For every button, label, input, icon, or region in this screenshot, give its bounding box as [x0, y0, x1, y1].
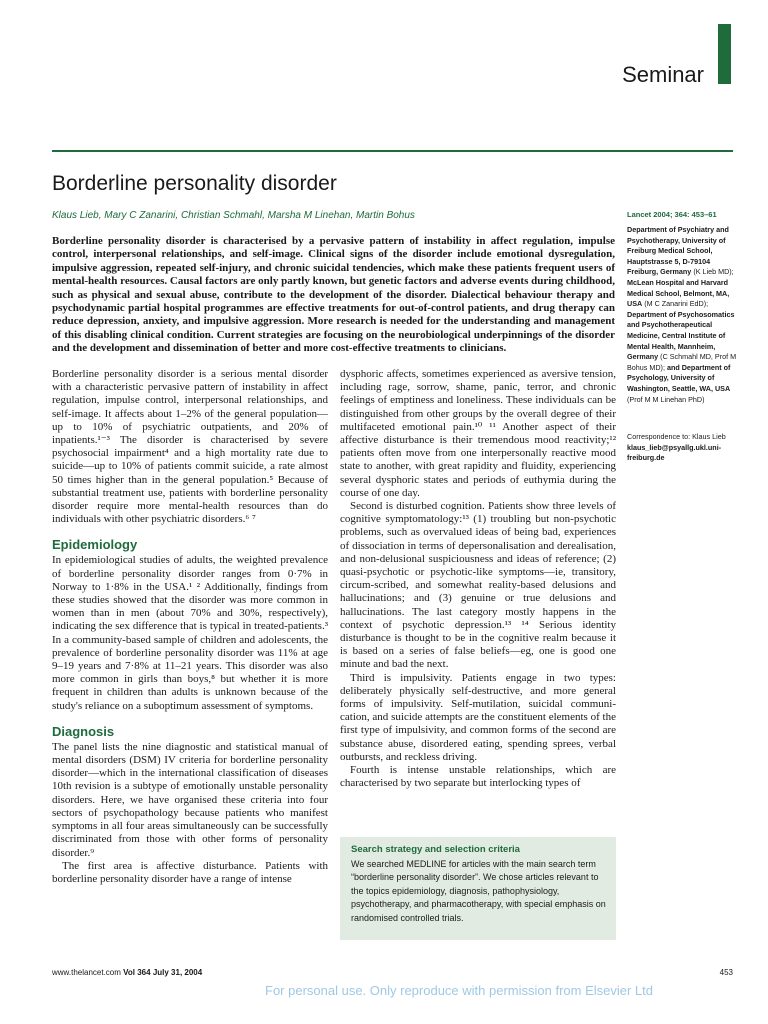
- affiliation-mclean: McLean Hospital and Harvard Medical School, Belmont, MA, USA: [627, 277, 730, 309]
- search-strategy-text: We searched MEDLINE for articles with the main search term “borderline personality disorder”. We chose articles relevant to the topics epidemiology, diagnosis, pathophysiology, psychotherapy, and pharmacotherapy, with special emphasis on randomised controlled trials.: [351, 859, 606, 923]
- footer-volume: Vol 364: [123, 968, 151, 977]
- affiliation-freiburg: Department of Psychiatry and Psychotherapy, University of Freiburg Medical School, Hauptstrasse 5, D-79104 Freiburg, Germany: [627, 225, 729, 277]
- affiliation-washington-people: (Prof M M Linehan PhD): [627, 394, 705, 404]
- body-column-right: [340, 368, 616, 791]
- epidemiology-paragraph: In epidemiological studies of adults, the weighted prevalence of borderline personality disorder ranges from 0·7% in Norway to 1·8% in the USA.¹ ² Additionally, findings from these studies showed that the disorder was more common in women than in men (about 70% and 30%, respectively), indicating the sex difference that is typical in treated-patients.³ In a community-based sample of children and adolescents, the prevalence of borderline personality disorder was 11% at age 9–19 years and 7·8% at 11–21 years. This disorder was also more common in girls than boys,⁸ but whether it is more frequent in children than adults is unknown because of the study's reliance on a suboptimum assessment of symptoms.: [52, 554, 328, 712]
- affiliations: [627, 225, 737, 405]
- affiliation-mclean-people: (M C Zanarini EdD);: [644, 299, 709, 309]
- affiliation-freiburg-people: (K Lieb MD);: [693, 267, 734, 277]
- footer-journal-info: [52, 968, 202, 977]
- article-title: Borderline personality disorder: [52, 172, 337, 195]
- citation: Lancet 2004; 364: 453–61: [627, 210, 717, 219]
- journal-section-bar: [718, 24, 731, 84]
- search-strategy-box: [340, 837, 616, 940]
- header-rule: [52, 150, 733, 152]
- affiliation-mannheim-people: (C Schmahl MD, Prof M Bohus MD);: [627, 352, 737, 372]
- page-number: 453: [719, 968, 733, 977]
- search-strategy-title: Search strategy and selection criteria: [351, 844, 520, 855]
- affiliation-mannheim: Department of Psychosomatics and Psychotherapeutical Medicine, Central Institute of Mental Health, Mannheim, Germany: [627, 309, 735, 362]
- diagnosis-paragraph: The panel lists the nine diagnostic and statistical manual of mental disorders (DSM) IV criteria for borderline personality disorder—which in the international classification of diseases 10th revision is a subtype of emotionally unstable personality disorders. Here, we have organised these criteria into four sectors of psychopathology because patients who manifest symptoms in all four areas simultaneously can be successfully discriminated from those with other forms of personality disorder.⁹: [52, 740, 328, 859]
- footer-date: July 31, 2004: [152, 968, 203, 977]
- intro-paragraph: Borderline personality disorder is a serious mental disorder with a characteristic pervasive pattern of instability in affect regulation, impulse control, interpersonal relationships, and self-image. It affects about 1–2% of the general population—up to 10% of psychiatric outpatients, and 20% of inpatients.¹⁻³ The disorder is characterised by severe psychosocial impairment⁴ and a high mortality rate due to suicide—up to 10% of patients commit suicide, a rate almost 50 times higher than in the general population.⁵ Because of substantial treatment use, patients with borderline personality disorder require more mental-health resources than do individuals with other psychiatric disorders.⁶ ⁷: [52, 368, 328, 526]
- author-list: Klaus Lieb, Mary C Zanarini, Christian Schmahl, Marsha M Linehan, Martin Bohus: [52, 210, 415, 221]
- diagnosis-heading: Diagnosis: [52, 723, 115, 739]
- diagnosis-paragraph-2: The first area is affective disturbance. Patients with borderline personality disorder have a range of intense: [52, 859, 328, 885]
- impulsivity-paragraph: Third is impulsivity. Patients engage in two types: deliberately physically self-destructive, and more general forms of impulsivity. Self-mutilation, suicidal communi-cation, and suicide attempts are the constituent elements of the first type of impulsivity, and common forms of the second are substance abuse, disordered eating, spending sprees, verbal outbursts, and reckless driving.: [340, 671, 616, 763]
- cognition-paragraph: Second is disturbed cognition. Patients show three levels of cognitive symptomatology:¹³ (1) troubling but non-psychotic problems, such as overvalued ideas of being bad, experiences of dissociation in terms of depersonalisation and derealisation, and non-delusional suspiciousness and ideas of reference; (2) quasi-psychotic or psychotic-like symptoms—ie, transitory, circum-scribed, and somewhat reality-based delusions and hallucinations; and (3) genuine or true delusions and hallucinations. The last category mostly happens in the context of psychotic depression.¹³ ¹⁴ Serious identity disturbance is thought to be in the cognitive realm because it is based on a series of false beliefs—eg, one is good one minute and bad the next.: [340, 500, 616, 671]
- epidemiology-heading: Epidemiology: [52, 537, 138, 553]
- relationships-paragraph: Fourth is intense unstable relationships, which are characterised by two separate but interlocking types of: [340, 764, 616, 790]
- permission-watermark: For personal use. Only reproduce with permission from Elsevier Ltd: [265, 983, 653, 998]
- body-column-left: [52, 368, 328, 886]
- section-label: Seminar: [622, 62, 704, 87]
- affective-paragraph: dysphoric affects, sometimes experienced as aversive tension, including rage, sorrow, shame, panic, terror, and chronic feelings of emptiness and loneliness. These individuals can be distinguished from other groups by the overall degree of their multifaceted emotional pain.¹⁰ ¹¹ Another aspect of their affective disturbance is their tremendous mood reactivity;¹² patients often move from one interpersonally reactive mood state to another, with great rapidity and fluidity, experiencing several dysphoric states and periods of euthymia during the course of one day.: [340, 368, 616, 499]
- abstract: Borderline personality disorder is characterised by a pervasive pattern of instability in affect regulation, impulse control, interpersonal relationships, and self-image. Clinical signs of the disorder include emotional dysregulation, impulsive aggression, repeated self-injury, and chronic suicidal tendencies, which make these patients frequent users of mental-health resources. Causal factors are only partly known, but genetic factors and adverse events during childhood, such as physical and sexual abuse, contribute to the development of the disorder. Dialectical behaviour therapy and psychodynamic partial hospital programmes are effective treatments for out-of-control patients, and drug therapy can reduce depression, anxiety, and impulsive aggression. More research is needed for the understanding and management of this disabling clinical condition. Current strategies are focusing on the neurobiological underpinnings of the disorder and the development and dissemination of better and more cost-effective treatments to clinicians.: [52, 235, 615, 355]
- footer-site[interactable]: www.thelancet.com: [52, 968, 121, 977]
- correspondence: [627, 432, 737, 464]
- affiliation-washington: Department of Psychology, University of Washington, Seattle, WA, USA: [627, 362, 731, 393]
- correspondence-label: Correspondence to: Klaus Lieb: [627, 432, 726, 441]
- correspondence-email[interactable]: klaus_lieb@psyallg.ukl.uni-freiburg.de: [627, 442, 722, 463]
- affiliation-and: and: [666, 362, 680, 372]
